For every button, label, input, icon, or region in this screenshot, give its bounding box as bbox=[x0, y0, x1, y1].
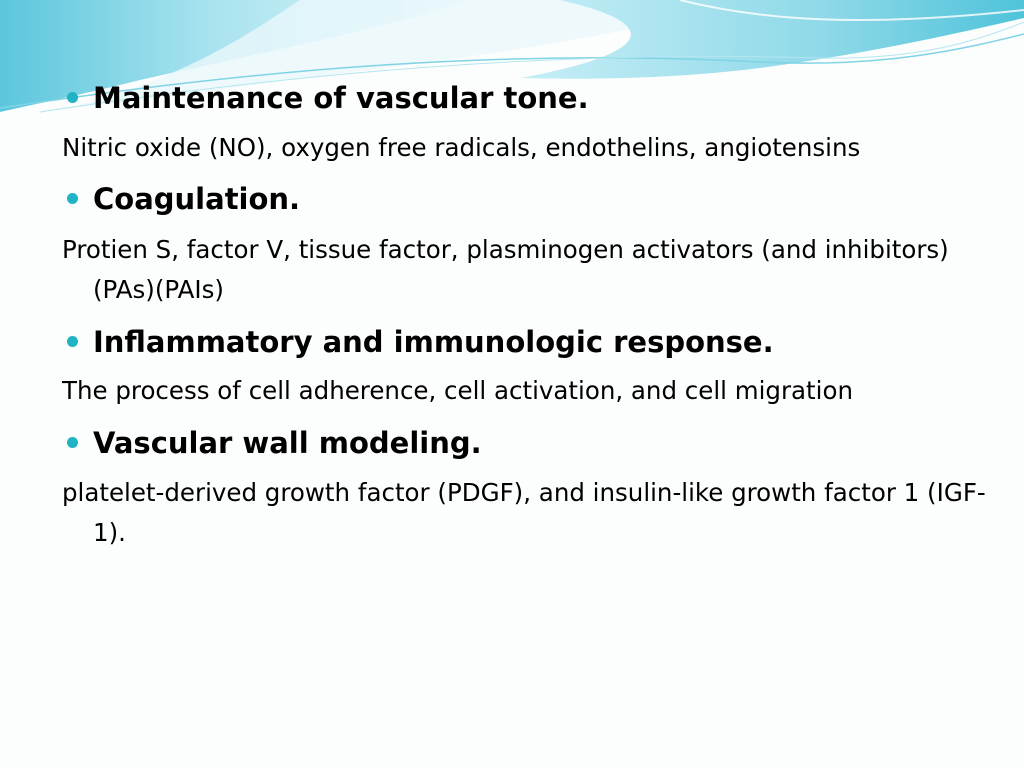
heading-text: Vascular wall modeling. bbox=[93, 426, 482, 460]
bullet-icon bbox=[67, 92, 78, 103]
body-vascular-tone: Nitric oxide (NO), oxygen free radicals, endothelins, angiotensins bbox=[62, 133, 861, 162]
heading-vascular-wall-modeling bbox=[62, 423, 992, 463]
bullet-icon bbox=[67, 437, 78, 448]
heading-text: Coagulation. bbox=[93, 182, 301, 216]
bullet-icon bbox=[67, 336, 78, 347]
heading-inflammatory-response bbox=[62, 322, 992, 362]
slide-content bbox=[62, 78, 992, 553]
heading-text: Inflammatory and immunologic response. bbox=[93, 325, 774, 359]
heading-vascular-tone bbox=[62, 78, 992, 118]
bullet-icon bbox=[67, 193, 78, 204]
body-vascular-wall-modeling: platelet-derived growth factor (PDGF), and insulin-like growth factor 1 (IGF-1). bbox=[62, 478, 986, 547]
heading-text: Maintenance of vascular tone. bbox=[93, 81, 589, 115]
body-inflammatory-response: The process of cell adherence, cell activation, and cell migration bbox=[62, 376, 853, 405]
heading-coagulation bbox=[62, 179, 992, 219]
body-coagulation: Protien S, factor V, tissue factor, plasminogen activators (and inhibitors)(PAs)(PAIs) bbox=[62, 235, 949, 304]
